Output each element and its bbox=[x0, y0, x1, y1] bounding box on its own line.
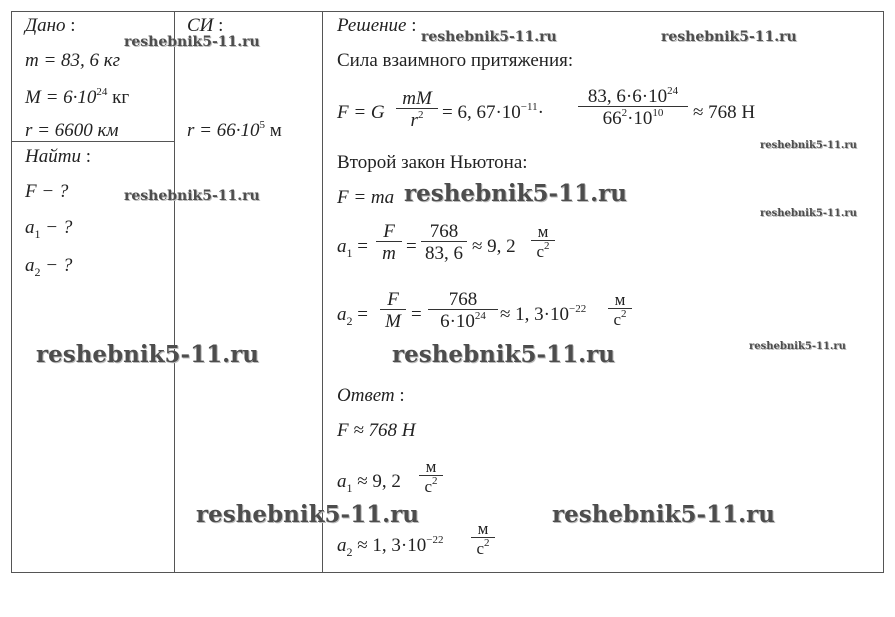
watermark: reshebnik5-11.ru bbox=[392, 341, 615, 368]
table-border-bottom bbox=[11, 572, 884, 573]
watermark: reshebnik5-11.ru bbox=[760, 208, 857, 219]
watermark: reshebnik5-11.ru bbox=[404, 180, 627, 207]
watermark: reshebnik5-11.ru bbox=[124, 188, 260, 204]
a2-result: ≈ 1, $3\cdot 10^{-22}$ bbox=[500, 303, 587, 325]
given-mass-m: m = 83, 6 кг bbox=[25, 50, 121, 71]
force-lhs: F = G bbox=[337, 102, 385, 123]
find-a1: $a_1$ − ? bbox=[25, 217, 73, 241]
a1-lhs: $a_1$ = bbox=[337, 236, 368, 260]
table-border-left bbox=[11, 11, 12, 573]
si-radius: $r = 66\cdot 10^5$ м bbox=[187, 119, 282, 141]
solution-header: Решение : bbox=[337, 15, 417, 36]
answer-header: Ответ : bbox=[337, 385, 405, 406]
column-divider-si bbox=[174, 11, 175, 573]
answer-a2-unit: м $с^2$ bbox=[471, 520, 495, 557]
force-fraction-numeric: $\frac{83, 6\cdot 6\cdot 10^{24}}{66^2\cdot 10^{10}}$ bbox=[578, 87, 688, 128]
given-radius: r = 6600 км bbox=[25, 120, 119, 141]
force-result: ≈ 768 Н bbox=[693, 102, 756, 123]
a1-fraction-numeric: $\frac{768}{83, 6}$ bbox=[421, 222, 467, 263]
a2-equals: = bbox=[411, 304, 422, 325]
force-fraction-mM-r2: $\frac{mM}{r^2}$ bbox=[396, 89, 438, 130]
force-constant: = 6, $67\cdot 10^{-11}\cdot$ bbox=[442, 101, 544, 123]
watermark: reshebnik5-11.ru bbox=[196, 501, 419, 528]
a1-fraction-F-m: $\frac{F}{m}$ bbox=[376, 222, 402, 263]
find-a2: $a_2$ − ? bbox=[25, 255, 73, 279]
table-border-right bbox=[883, 11, 884, 573]
a1-result: ≈ 9, 2 bbox=[472, 236, 516, 257]
a2-unit: м $с^2$ bbox=[608, 291, 632, 328]
given-mass-M: $M = 6\cdot 10^{24}$ кг bbox=[25, 86, 130, 108]
watermark: reshebnik5-11.ru bbox=[36, 341, 259, 368]
find-F: F − ? bbox=[25, 181, 69, 202]
answer-a1: $a_1 \approx 9$, 2 bbox=[337, 471, 401, 495]
given-header: Дано : bbox=[25, 15, 76, 36]
watermark: reshebnik5-11.ru bbox=[552, 501, 775, 528]
si-header: СИ : bbox=[187, 15, 224, 36]
a2-lhs: $a_2$ = bbox=[337, 304, 368, 328]
newton-title: Второй закон Ньютона: bbox=[337, 152, 528, 173]
a2-fraction-F-M: $\frac{F}{M}$ bbox=[380, 290, 406, 331]
a1-equals: = bbox=[406, 236, 417, 257]
find-header: Найти : bbox=[25, 146, 91, 167]
a1-unit: м $с^2$ bbox=[531, 223, 555, 260]
answer-F: F ≈ 768 Н bbox=[337, 420, 416, 441]
force-title: Сила взаимного притяжения: bbox=[337, 50, 574, 71]
watermark: reshebnik5-11.ru bbox=[749, 341, 846, 352]
newton-equation: F = ma bbox=[337, 187, 395, 208]
column-divider-solution bbox=[322, 11, 323, 573]
answer-a1-unit: м $с^2$ bbox=[419, 458, 443, 495]
watermark: reshebnik5-11.ru bbox=[760, 140, 857, 151]
watermark: reshebnik5-11.ru bbox=[124, 34, 260, 50]
watermark: reshebnik5-11.ru bbox=[421, 29, 557, 45]
given-find-divider bbox=[11, 141, 175, 142]
answer-a2: $a_2 \approx 1$, $3\cdot 10^{-22}$ bbox=[337, 534, 444, 559]
table-border-top bbox=[11, 11, 884, 12]
a2-fraction-numeric: $\frac{768}{6\cdot 10^{24}}$ bbox=[428, 290, 498, 331]
watermark: reshebnik5-11.ru bbox=[661, 29, 797, 45]
